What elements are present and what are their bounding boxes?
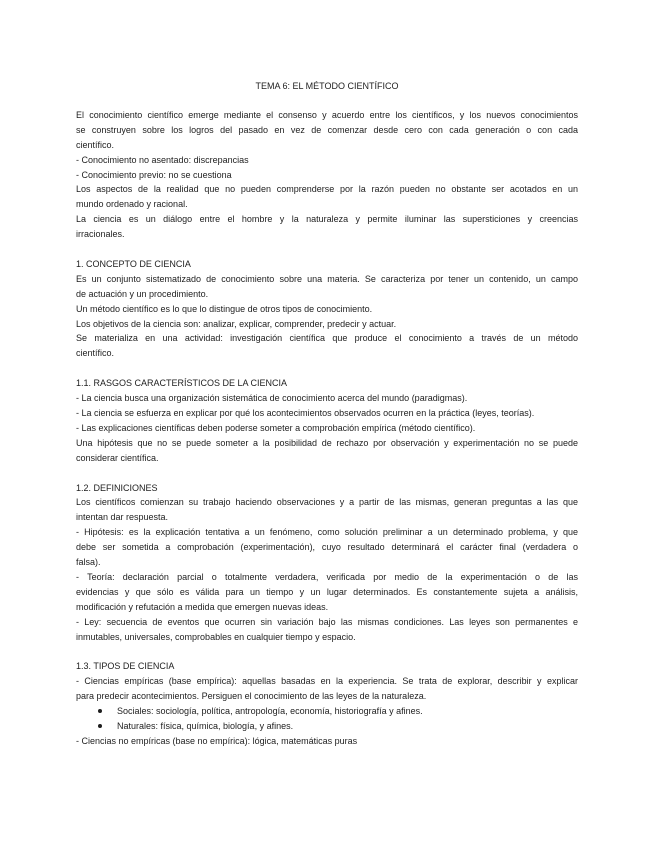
text-line: inmutables, universales, comprobables en cualquier tiempo y espacio. (76, 631, 356, 642)
bullet-icon (98, 709, 102, 713)
text-line: evidencias y que sólo es válida para un tiempo y un lugar determinados. Es constantemente sujeta a análisis, (76, 586, 578, 597)
text-line: intentan dar respuesta. (76, 512, 169, 523)
text-line: se construyen sobre los logros del pasado en vez de comenzar desde cero con cada generación o con cada (76, 124, 578, 135)
text-line: falsa). (76, 557, 101, 568)
text-line: Los científicos comienzan su trabajo haciendo observaciones y a partir de las mismas, generan preguntas a las que (76, 497, 578, 508)
section-2 (76, 376, 578, 465)
text-line: - Las explicaciones científicas deben poderse someter a comprobación empírica (método científico). (76, 422, 476, 433)
section-3 (76, 481, 578, 645)
text-line: - Ley: secuencia de eventos que ocurren sin variación bajo las mismas condiciones. Las leyes son permanentes e (76, 616, 578, 627)
text-line: - Conocimiento previo: no se cuestiona (76, 169, 232, 180)
text-line: modificación y refutación a medida que emergen nuevas ideas. (76, 601, 329, 612)
text-line: mundo ordenado y racional. (76, 199, 188, 210)
bullet-text: Sociales: sociología, política, antropología, economía, historiografía y afines. (117, 706, 423, 717)
text-line: irracionales. (76, 229, 125, 240)
text-line: de actuación y un procedimiento. (76, 288, 209, 299)
text-line: debe ser sometida a comprobación (experimentación), cuyo resultado determinará el carácter final (verdadera o (76, 542, 578, 553)
section-heading: 1.3. TIPOS DE CIENCIA (76, 661, 175, 672)
document-body (76, 108, 578, 749)
section-heading: 1.2. DEFINICIONES (76, 482, 158, 493)
document-title: TEMA 6: EL MÉTODO CIENTÍFICO (255, 81, 399, 91)
text-line: La ciencia es un diálogo entre el hombre y la naturaleza y permite iluminar las supersticiones y creencias (76, 214, 578, 225)
text-line: para predecir acontecimientos. Persiguen el conocimiento de las leyes de la naturaleza. (76, 691, 427, 702)
text-line: El conocimiento científico emerge mediante el consenso y acuerdo entre los científicos, y los nuevos conocimientos (76, 110, 578, 120)
bullet-item (76, 704, 578, 719)
bullet-icon (98, 724, 102, 728)
document-page (76, 79, 578, 764)
text-line: Los aspectos de la realidad que no pueden comprenderse por la razón pueden no obstante ser acotados en un (76, 184, 578, 195)
text-line: científico. (76, 348, 115, 359)
text-line: Una hipótesis que no se puede someter a la posibilidad de rechazo por observación y experimentación no se puede (76, 437, 578, 448)
text-line: considerar científica. (76, 452, 159, 463)
text-line: - Ciencias no empíricas (base no empírica): lógica, matemáticas puras (76, 735, 358, 746)
bullet-item (76, 719, 578, 734)
section-heading: 1. CONCEPTO DE CIENCIA (76, 259, 191, 270)
section-heading: 1.1. RASGOS CARACTERÍSTICOS DE LA CIENCIA (76, 378, 288, 389)
text-line: - Ciencias empíricas (base empírica): aquellas basadas en la experiencia. Se trata de explorar, describir y explicar (76, 676, 578, 687)
text-line: - La ciencia se esfuerza en explicar por qué los acontecimientos observados ocurren en la práctica (leyes, teorías). (76, 408, 535, 419)
section-0 (76, 108, 578, 242)
text-line: - Teoría: declaración parcial o totalmente verdadera, verificada por medio de la experimentación o de las (76, 571, 578, 582)
text-line: - Conocimiento no asentado: discrepancias (76, 154, 249, 165)
text-line: Un método científico es lo que lo distingue de otros tipos de conocimiento. (76, 303, 373, 314)
section-1 (76, 257, 578, 361)
text-line: Se materializa en una actividad: investigación científica que produce el conocimiento a través de un método (76, 333, 578, 344)
bullet-text: Naturales: física, química, biología, y afines. (117, 720, 294, 731)
section-4 (76, 659, 578, 748)
text-line: - Hipótesis: es la explicación tentativa a un fenómeno, como solución preliminar a un determinado problema, y que (76, 527, 578, 538)
text-line: científico. (76, 139, 115, 150)
text-line: Es un conjunto sistematizado de conocimiento sobre una materia. Se caracteriza por tener un contenido, un campo (76, 273, 578, 284)
text-line: Los objetivos de la ciencia son: analizar, explicar, comprender, predecir y actuar. (76, 318, 397, 329)
text-line: - La ciencia busca una organización sistemática de conocimiento acerca del mundo (paradigmas). (76, 393, 468, 404)
